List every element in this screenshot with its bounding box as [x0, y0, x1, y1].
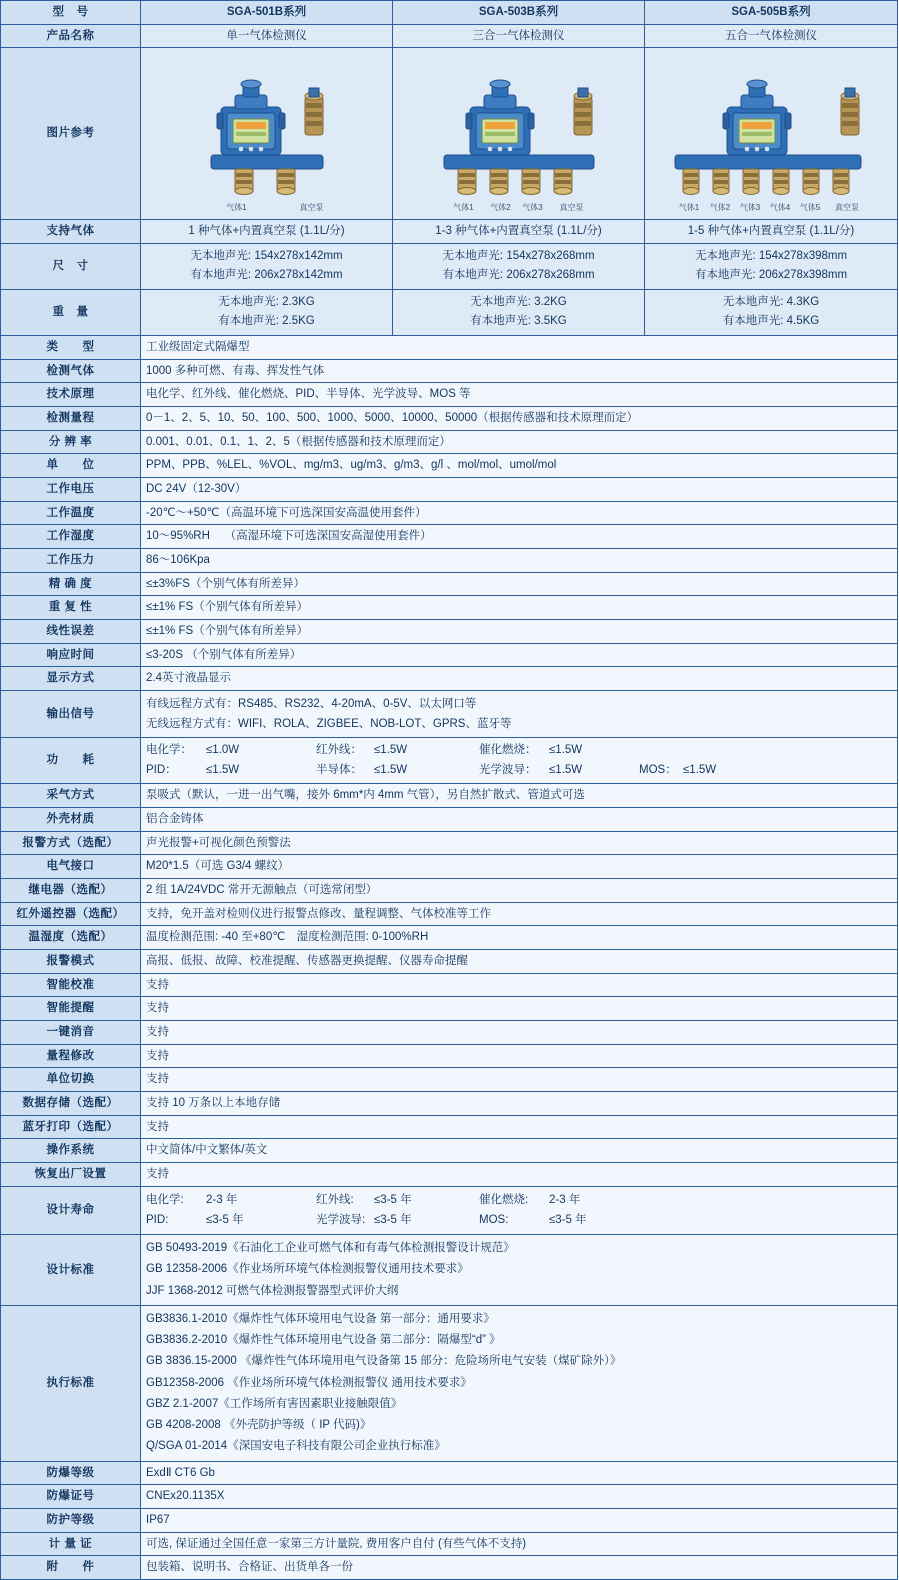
row-label-work-pressure: 工作压力 [1, 548, 141, 572]
table-row-alarm-mode [1, 950, 898, 974]
life-pid-label: PID: [146, 1214, 169, 1227]
table-row-alarm-method [1, 831, 898, 855]
life-line-2 [146, 1210, 892, 1231]
table-row-metrology-cert [1, 1532, 898, 1556]
size-505b-with-alarm: 有本地声光: 206x278x398mm [694, 269, 848, 282]
row-value-os: 中文简体/中文繁体/英文 [141, 1139, 898, 1163]
size-503b-no-alarm: 无本地声光: 154x278x268mm [442, 249, 595, 262]
row-value-metrology-cert: 可选, 保证通过全国任意一家第三方计量院, 费用客户自付 (有些气体不支持) [141, 1532, 898, 1556]
table-row-repeatability [1, 596, 898, 620]
power-line-1 [146, 741, 892, 761]
table-row-display [1, 667, 898, 691]
power-pid-label: PID： [146, 763, 177, 776]
life-mos-label: MOS: [479, 1214, 509, 1227]
port-labels-5ch [651, 202, 891, 214]
table-row-linearity [1, 619, 898, 643]
port-label-gas1: 气体1 [226, 203, 247, 213]
row-label-range: 检测量程 [1, 406, 141, 430]
row-value-electrical-interface: M20*1.5（可选 G3/4 螺纹） [141, 855, 898, 879]
row-label-image-reference: 图片参考 [1, 48, 141, 220]
exec-standard-line-2: GB3836.2-2010《爆炸性气体环境用电气设备 第二部分：隔爆型“d” 》 [146, 1334, 501, 1347]
table-row-unit [1, 454, 898, 478]
row-label-size: 尺 寸 [1, 243, 141, 289]
power-infrared-label: 红外线： [316, 744, 362, 757]
table-row-data-storage [1, 1092, 898, 1116]
row-value-detect-gas: 1000 多种可燃、有毒、挥发性气体 [141, 359, 898, 383]
weight-505b [645, 289, 898, 335]
device-image-503b [393, 48, 645, 220]
exec-standard-line-3: GB 3836.15-2000 《爆炸性气体环境用电气设备第 15 部分：危险场所电气安装（煤矿除外）》 [146, 1355, 622, 1368]
row-label-work-temp: 工作温度 [1, 501, 141, 525]
row-label-unit: 单 位 [1, 454, 141, 478]
table-row-output-signal [1, 690, 898, 737]
model-503b: SGA-503B系列 [393, 1, 645, 25]
row-label-accessories: 附 件 [1, 1556, 141, 1580]
row-value-smart-calibration: 支持 [141, 973, 898, 997]
detector-svg-3ch [414, 51, 624, 201]
row-value-factory-reset: 支持 [141, 1163, 898, 1187]
row-label-relay: 继电器（选配） [1, 878, 141, 902]
table-row-exec-standard [1, 1305, 898, 1461]
row-value-ip-grade: IP67 [141, 1509, 898, 1533]
life-optical-label: 光学波导: [316, 1214, 366, 1227]
table-row-product-name [1, 24, 898, 48]
weight-505b-with-alarm: 有本地声光: 4.5KG [722, 315, 820, 328]
power-electrochem-value: ≤1.0W [206, 744, 240, 757]
power-electrochem-label: 电化学： [146, 744, 192, 757]
power-pid-value: ≤1.5W [206, 763, 240, 776]
size-501b-no-alarm: 无本地声光: 154x278x142mm [190, 249, 343, 262]
table-row-ip-grade [1, 1509, 898, 1533]
power-mos-label: MOS： [639, 763, 677, 776]
row-label-display: 显示方式 [1, 667, 141, 691]
port-label-gas3: 气体3 [739, 203, 761, 213]
table-row-ex-grade [1, 1461, 898, 1485]
table-row-work-humidity [1, 525, 898, 549]
detector-illustration-5ch [651, 51, 891, 214]
row-value-data-storage: 支持 10 万条以上本地存储 [141, 1092, 898, 1116]
table-row-ex-cert [1, 1485, 898, 1509]
row-value-work-humidity: 10～95%RH （高湿环境下可选深国安高湿使用套件） [141, 525, 898, 549]
table-row-resolution [1, 430, 898, 454]
row-label-repeatability: 重 复 性 [1, 596, 141, 620]
exec-standard-line-4: GB12358-2006 《作业场所环境气体检测报警仪 通用技术要求》 [146, 1376, 472, 1389]
row-label-bluetooth-print: 蓝牙打印（选配） [1, 1115, 141, 1139]
support-gas-505b: 1-5 种气体+内置真空泵 (1.1L/分) [645, 220, 898, 244]
exec-standard-line-7: Q/SGA 01-2014《深国安电子科技有限公司企业执行标准》 [146, 1440, 446, 1453]
power-line-2 [146, 761, 892, 781]
detector-svg-5ch [651, 51, 891, 201]
product-name-501b: 单一气体检测仪 [141, 24, 393, 48]
row-value-display: 2.4英寸液晶显示 [141, 667, 898, 691]
table-row-accuracy [1, 572, 898, 596]
table-row-temp-humidity [1, 926, 898, 950]
row-value-ir-remote: 支持，免开盖对检则仪进行报警点修改、量程调整、气体校准等工作 [141, 902, 898, 926]
table-row-unit-switch [1, 1068, 898, 1092]
row-value-design-standard [141, 1235, 898, 1306]
row-value-sampling: 泵吸式（默认，一进一出气嘴，接外 6mm*内 4mm 气管），另自然扩散式、管道式可选 [141, 784, 898, 808]
row-value-housing-material: 铝合金铸体 [141, 807, 898, 831]
row-label-ir-remote: 红外遥控器（选配） [1, 902, 141, 926]
row-value-one-key-mute: 支持 [141, 1021, 898, 1045]
output-signal-wired: 有线远程方式有：RS485、RS232、4-20mA、0-5V、以太网口等 [146, 697, 477, 710]
size-505b [645, 243, 898, 289]
table-row-voltage [1, 477, 898, 501]
row-label-technology: 技术原理 [1, 383, 141, 407]
size-501b-with-alarm: 有本地声光: 206x278x142mm [190, 269, 343, 282]
life-infrared-value: ≤3-5 年 [374, 1193, 412, 1206]
row-label-detect-gas: 检测气体 [1, 359, 141, 383]
life-mos-value: ≤3-5 年 [549, 1214, 587, 1227]
row-value-design-life [141, 1186, 898, 1234]
life-catalytic-label: 催化燃烧: [479, 1193, 529, 1206]
row-label-sampling: 采气方式 [1, 784, 141, 808]
row-value-resolution: 0.001、0.01、0.1、1、2、5（根据传感器和技术原理而定） [141, 430, 898, 454]
table-row-ir-remote [1, 902, 898, 926]
life-pid-value: ≤3-5 年 [206, 1214, 244, 1227]
power-mos-value: ≤1.5W [683, 763, 717, 776]
table-row-design-life [1, 1186, 898, 1234]
port-label-gas5: 气体5 [799, 203, 821, 213]
table-row-response-time [1, 643, 898, 667]
power-optical-value: ≤1.5W [549, 763, 583, 776]
row-label-type: 类 型 [1, 335, 141, 359]
row-label-temp-humidity: 温湿度（选配） [1, 926, 141, 950]
row-value-repeatability: ≤±1% FS（个别气体有所差异） [141, 596, 898, 620]
power-semiconductor-value: ≤1.5W [374, 763, 408, 776]
row-label-electrical-interface: 电气接口 [1, 855, 141, 879]
exec-standard-line-5: GBZ 2.1-2007《工作场所有害因素职业接触限值》 [146, 1397, 403, 1410]
life-catalytic-value: 2-3 年 [549, 1193, 581, 1206]
table-row-detect-gas [1, 359, 898, 383]
table-row-accessories [1, 1556, 898, 1580]
table-row-electrical-interface [1, 855, 898, 879]
row-label-unit-switch: 单位切换 [1, 1068, 141, 1092]
model-505b: SGA-505B系列 [645, 1, 898, 25]
row-label-os: 操作系统 [1, 1139, 141, 1163]
table-row-power [1, 738, 898, 784]
port-label-gas2: 气体2 [490, 203, 511, 213]
table-row-factory-reset [1, 1163, 898, 1187]
table-row-range-modify [1, 1044, 898, 1068]
port-labels-1ch [177, 202, 357, 214]
row-label-weight: 重 量 [1, 289, 141, 335]
row-value-alarm-method: 声光报警+可视化颜色预警法 [141, 831, 898, 855]
table-row-type [1, 335, 898, 359]
row-label-resolution: 分 辨 率 [1, 430, 141, 454]
power-catalytic-label: 催化燃烧： [479, 744, 537, 757]
row-label-smart-reminder: 智能提醒 [1, 997, 141, 1021]
life-line-1 [146, 1190, 892, 1211]
device-image-501b [141, 48, 393, 220]
row-label-smart-calibration: 智能校准 [1, 973, 141, 997]
row-label-design-life: 设计寿命 [1, 1186, 141, 1234]
table-row-work-temp [1, 501, 898, 525]
life-electrochem-value: 2-3 年 [206, 1193, 238, 1206]
row-value-range: 0－1、2、5、10、50、100、500、1000、5000、10000、50000（根据传感器和技术原理而定） [141, 406, 898, 430]
support-gas-501b: 1 种气体+内置真空泵 (1.1L/分) [141, 220, 393, 244]
row-value-exec-standard [141, 1305, 898, 1461]
table-row-one-key-mute [1, 1021, 898, 1045]
size-505b-no-alarm: 无本地声光: 154x278x398mm [694, 249, 848, 262]
row-value-smart-reminder: 支持 [141, 997, 898, 1021]
table-row-work-pressure [1, 548, 898, 572]
table-row-range [1, 406, 898, 430]
table-row-smart-calibration [1, 973, 898, 997]
detector-svg-1ch [177, 51, 357, 201]
product-name-505b: 五合一气体检测仪 [645, 24, 898, 48]
row-label-ex-grade: 防爆等级 [1, 1461, 141, 1485]
row-label-alarm-method: 报警方式（选配） [1, 831, 141, 855]
row-value-linearity: ≤±1% FS（个别气体有所差异） [141, 619, 898, 643]
row-label-housing-material: 外壳材质 [1, 807, 141, 831]
row-value-power [141, 738, 898, 784]
row-label-metrology-cert: 计 量 证 [1, 1532, 141, 1556]
row-label-linearity: 线性误差 [1, 619, 141, 643]
table-row-weight [1, 289, 898, 335]
row-label-accuracy: 精 确 度 [1, 572, 141, 596]
port-label-pump: 真空泵 [559, 203, 584, 213]
row-label-range-modify: 量程修改 [1, 1044, 141, 1068]
product-name-503b: 三合一气体检测仪 [393, 24, 645, 48]
row-value-ex-cert: CNEx20.1135X [141, 1485, 898, 1509]
table-row-support-gas [1, 220, 898, 244]
design-standard-line-2: GB 12358-2006《作业场所环境气体检测报警仪通用技术要求》 [146, 1263, 469, 1276]
port-label-pump: 真空泵 [835, 203, 859, 213]
table-row-sampling [1, 784, 898, 808]
row-label-one-key-mute: 一键消音 [1, 1021, 141, 1045]
row-value-output-signal [141, 690, 898, 737]
row-label-product-name: 产品名称 [1, 24, 141, 48]
row-value-accessories: 包装箱、说明书、合格证、出货单各一份 [141, 1556, 898, 1580]
row-label-factory-reset: 恢复出厂设置 [1, 1163, 141, 1187]
port-label-gas3: 气体3 [522, 203, 543, 213]
row-value-bluetooth-print: 支持 [141, 1115, 898, 1139]
port-label-gas4: 气体4 [769, 203, 791, 213]
row-label-exec-standard: 执行标准 [1, 1305, 141, 1461]
row-value-accuracy: ≤±3%FS（个别气体有所差异） [141, 572, 898, 596]
life-infrared-label: 红外线: [316, 1193, 354, 1206]
detector-illustration-3ch [414, 51, 624, 214]
row-value-relay: 2 组 1A/24VDC 常开无源触点（可选常闭型） [141, 878, 898, 902]
weight-503b [393, 289, 645, 335]
size-501b [141, 243, 393, 289]
row-label-work-humidity: 工作湿度 [1, 525, 141, 549]
row-value-temp-humidity: 温度检测范围: -40 至+80℃ 湿度检测范围: 0-100%RH [141, 926, 898, 950]
row-label-ex-cert: 防爆证号 [1, 1485, 141, 1509]
row-label-alarm-mode: 报警模式 [1, 950, 141, 974]
table-row-technology [1, 383, 898, 407]
weight-501b-no-alarm: 无本地声光: 2.3KG [218, 295, 315, 308]
weight-503b-with-alarm: 有本地声光: 3.5KG [470, 315, 567, 328]
row-label-output-signal: 输出信号 [1, 690, 141, 737]
table-row-housing-material [1, 807, 898, 831]
port-label-gas1: 气体1 [678, 203, 700, 213]
row-label-response-time: 响应时间 [1, 643, 141, 667]
power-semiconductor-label: 半导体： [316, 763, 362, 776]
row-label-power: 功 耗 [1, 738, 141, 784]
row-value-type: 工业级固定式隔爆型 [141, 335, 898, 359]
table-row-smart-reminder [1, 997, 898, 1021]
row-label-data-storage: 数据存储（选配） [1, 1092, 141, 1116]
table-row-image-reference [1, 48, 898, 220]
model-501b: SGA-501B系列 [141, 1, 393, 25]
weight-501b-with-alarm: 有本地声光: 2.5KG [218, 315, 315, 328]
device-image-505b [645, 48, 898, 220]
port-label-pump: 真空泵 [299, 203, 324, 213]
port-label-gas1: 气体1 [453, 203, 474, 213]
size-503b-with-alarm: 有本地声光: 206x278x268mm [442, 269, 595, 282]
table-row-os [1, 1139, 898, 1163]
row-value-ex-grade: ExdⅡ CT6 Gb [141, 1461, 898, 1485]
detector-illustration-1ch [177, 51, 357, 214]
row-label-support-gas: 支持气体 [1, 220, 141, 244]
support-gas-503b: 1-3 种气体+内置真空泵 (1.1L/分) [393, 220, 645, 244]
power-infrared-value: ≤1.5W [374, 744, 408, 757]
table-row-size [1, 243, 898, 289]
design-standard-line-1: GB 50493-2019《石油化工企业可燃气体和有毒气体检测报警设计规范》 [146, 1242, 515, 1255]
power-catalytic-value: ≤1.5W [549, 744, 583, 757]
table-row-design-standard [1, 1235, 898, 1306]
weight-503b-no-alarm: 无本地声光: 3.2KG [470, 295, 567, 308]
table-row-bluetooth-print [1, 1115, 898, 1139]
weight-501b [141, 289, 393, 335]
exec-standard-line-1: GB3836.1-2010《爆炸性气体环境用电气设备 第一部分：通用要求》 [146, 1312, 495, 1325]
row-value-unit-switch: 支持 [141, 1068, 898, 1092]
row-value-work-temp: -20℃～+50℃（高温环境下可选深国安高温使用套件） [141, 501, 898, 525]
port-labels-3ch [414, 202, 624, 214]
table-row-relay [1, 878, 898, 902]
row-label-design-standard: 设计标准 [1, 1235, 141, 1306]
row-label-model: 型 号 [1, 1, 141, 25]
row-label-voltage: 工作电压 [1, 477, 141, 501]
size-503b [393, 243, 645, 289]
row-value-alarm-mode: 高报、低报、故障、校准提醒、传感器更换提醒、仪器寿命提醒 [141, 950, 898, 974]
power-optical-label: 光学波导： [479, 763, 537, 776]
row-value-technology: 电化学、红外线、催化燃烧、PID、半导体、光学波导、MOS 等 [141, 383, 898, 407]
life-electrochem-label: 电化学: [146, 1193, 184, 1206]
output-signal-wireless: 无线远程方式有：WIFI、ROLA、ZIGBEE、NOB-LOT、GPRS、蓝牙等 [146, 718, 512, 731]
row-value-work-pressure: 86～106Kpa [141, 548, 898, 572]
row-value-voltage: DC 24V（12-30V） [141, 477, 898, 501]
exec-standard-line-6: GB 4208-2008 《外壳防护等级（ IP 代码)》 [146, 1419, 372, 1432]
row-value-response-time: ≤3-20S （个别气体有所差异） [141, 643, 898, 667]
table-row-model [1, 1, 898, 25]
design-standard-line-3: JJF 1368-2012 可燃气体检测报警器型式评价大纲 [146, 1284, 399, 1297]
row-value-range-modify: 支持 [141, 1044, 898, 1068]
row-value-unit: PPM、PPB、%LEL、%VOL、mg/m3、ug/m3、g/m3、g/l 、mol/mol、umol/mol [141, 454, 898, 478]
row-label-ip-grade: 防护等级 [1, 1509, 141, 1533]
weight-505b-no-alarm: 无本地声光: 4.3KG [722, 295, 820, 308]
life-optical-value: ≤3-5 年 [374, 1214, 412, 1227]
port-label-gas2: 气体2 [709, 203, 731, 213]
